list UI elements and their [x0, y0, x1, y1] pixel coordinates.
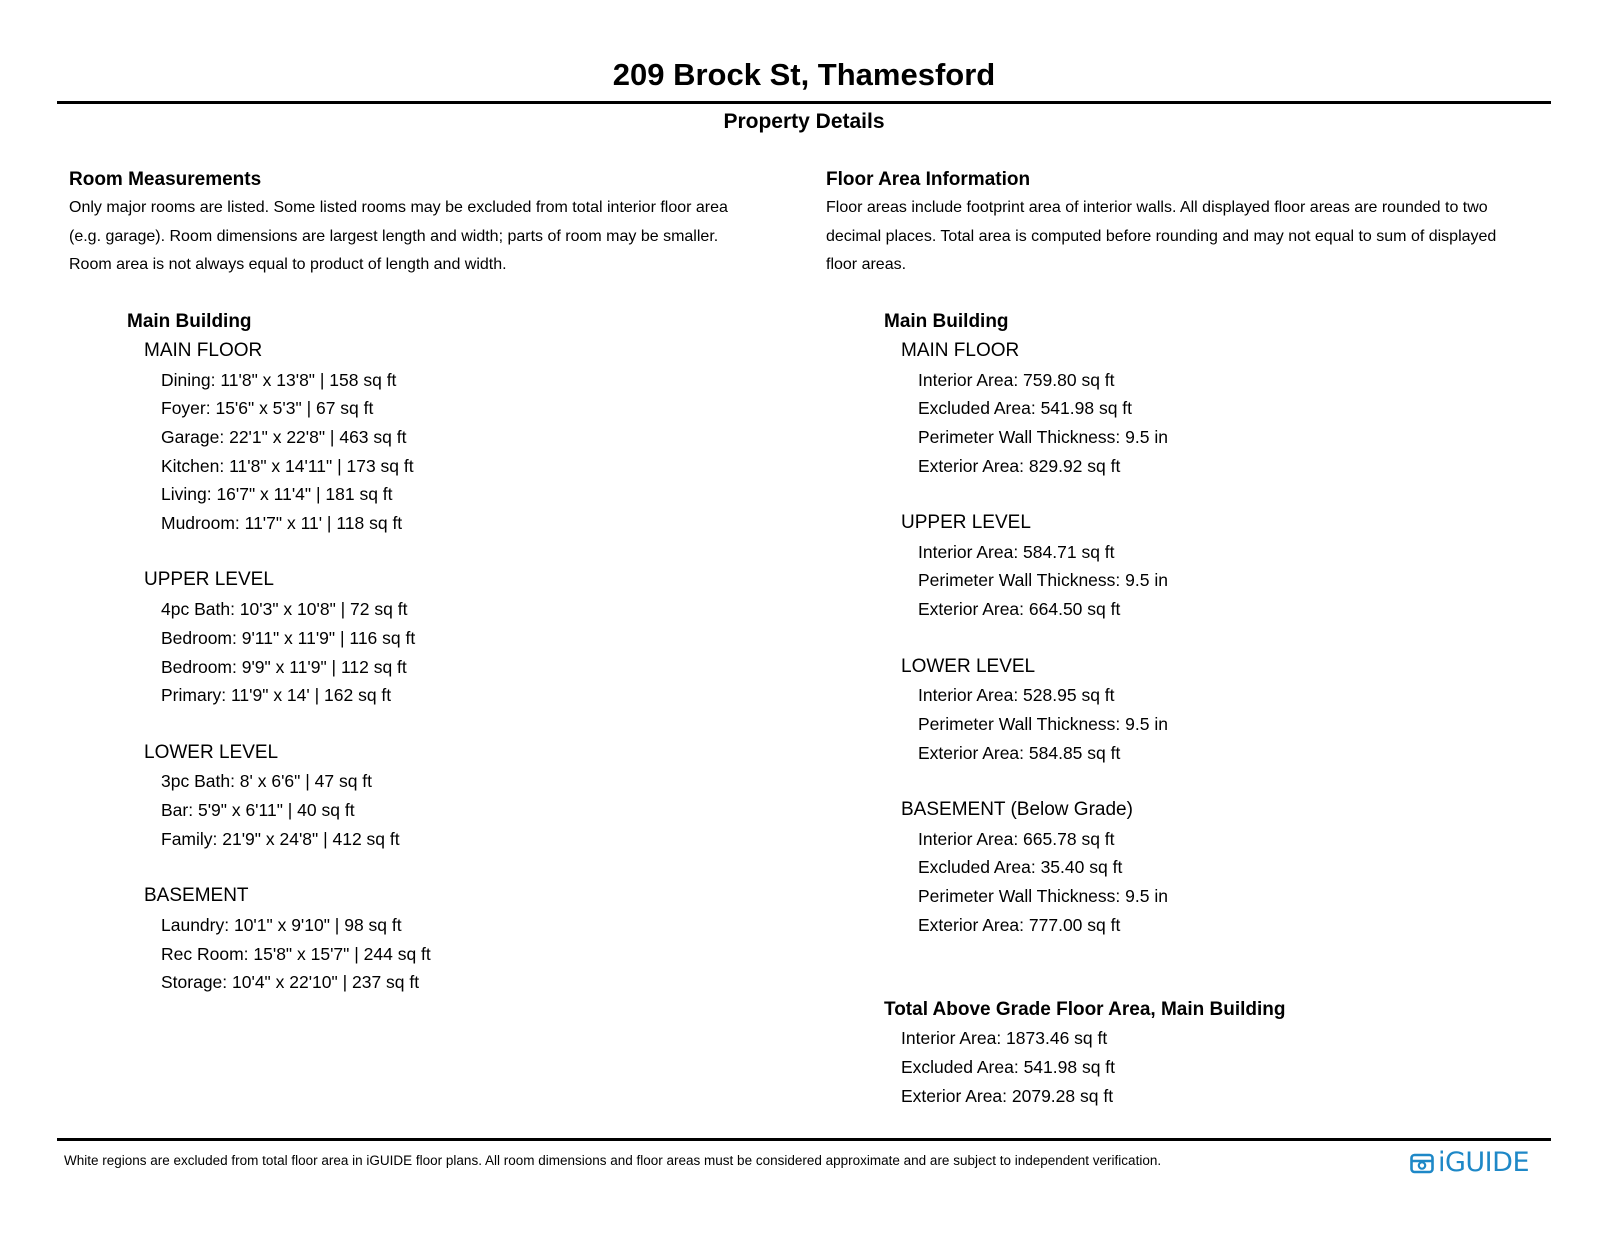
list-item: Excluded Area: 541.98 sq ft — [918, 398, 1133, 419]
description-line: Floor areas include footprint area of interior walls. All displayed floor areas are rounded to two — [826, 199, 1488, 216]
totals-item: Excluded Area: 541.98 sq ft — [901, 1056, 1116, 1077]
description-line: (e.g. garage). Room dimensions are largest length and width; parts of room may be smaller. — [69, 227, 719, 245]
level-name: BASEMENT (Below Grade) — [901, 799, 1133, 821]
level-name: LOWER LEVEL — [901, 655, 1036, 677]
list-item: Perimeter Wall Thickness: 9.5 in — [918, 713, 1168, 734]
room-measurements-heading: Room Measurements — [69, 169, 262, 190]
list-item: Primary: 11'9" x 14' | 162 sq ft — [161, 685, 392, 706]
totals-heading: Total Above Grade Floor Area, Main Building — [884, 998, 1286, 1020]
list-item: Living: 16'7" x 11'4" | 181 sq ft — [161, 484, 393, 505]
level-name: MAIN FLOOR — [901, 339, 1020, 361]
list-item: Exterior Area: 584.85 sq ft — [918, 742, 1121, 763]
level-spacer — [144, 538, 789, 567]
list-item: Perimeter Wall Thickness: 9.5 in — [918, 570, 1168, 591]
list-item: Laundry: 10'1" x 9'10" | 98 sq ft — [161, 914, 402, 935]
room-measurements-section — [69, 166, 789, 997]
list-item: Bedroom: 9'9" x 11'9" | 112 sq ft — [161, 656, 407, 677]
page-title: 209 Brock St, Thamesford — [612, 57, 996, 92]
list-item: Storage: 10'4" x 22'10" | 237 sq ft — [161, 972, 420, 993]
list-item: Excluded Area: 35.40 sq ft — [918, 857, 1123, 878]
list-item: Interior Area: 665.78 sq ft — [918, 828, 1115, 849]
level-name: UPPER LEVEL — [144, 569, 274, 591]
level-spacer — [144, 710, 789, 739]
level-name: UPPER LEVEL — [901, 512, 1031, 534]
list-item: 4pc Bath: 10'3" x 10'8" | 72 sq ft — [161, 599, 408, 620]
room-measurements-building — [69, 308, 789, 997]
list-item: Exterior Area: 777.00 sq ft — [918, 914, 1121, 935]
list-item: Rec Room: 15'8" x 15'7" | 244 sq ft — [161, 943, 431, 964]
list-item: Dining: 11'8" x 13'8" | 158 sq ft — [161, 369, 397, 390]
description-line: floor areas. — [826, 256, 907, 274]
level-spacer — [901, 624, 1556, 653]
building-name: Main Building — [884, 311, 1009, 333]
list-item: Interior Area: 528.95 sq ft — [918, 685, 1115, 706]
floor-level-list — [884, 337, 1556, 940]
list-item: Perimeter Wall Thickness: 9.5 in — [918, 426, 1168, 447]
floor-area-building — [826, 308, 1556, 939]
building-name: Main Building — [127, 311, 252, 333]
list-item: Bar: 5'9" x 6'11" | 40 sq ft — [161, 800, 355, 821]
totals-item: Exterior Area: 2079.28 sq ft — [901, 1085, 1114, 1106]
footer-disclaimer: White regions are excluded from total floor area in iGUIDE floor plans. All room dimensions and floor areas must be considered approximate and are subject to independent verification. — [64, 1153, 1162, 1168]
list-item: Family: 21'9" x 24'8" | 412 sq ft — [161, 828, 400, 849]
list-item: Foyer: 15'6" x 5'3" | 67 sq ft — [161, 398, 374, 419]
list-item: Exterior Area: 664.50 sq ft — [918, 599, 1121, 620]
room-measurements-description — [69, 194, 789, 280]
iguide-logo — [1410, 1146, 1529, 1180]
level-name: BASEMENT — [144, 885, 249, 907]
floor-area-description — [826, 194, 1556, 280]
list-item: Perimeter Wall Thickness: 9.5 in — [918, 886, 1168, 907]
list-item: Exterior Area: 829.92 sq ft — [918, 455, 1121, 476]
list-item: Bedroom: 9'11" x 11'9" | 116 sq ft — [161, 627, 416, 648]
page-subtitle: Property Details — [723, 110, 885, 133]
level-spacer — [144, 853, 789, 882]
level-spacer — [901, 767, 1556, 796]
totals-item: Interior Area: 1873.46 sq ft — [901, 1028, 1108, 1049]
level-name: LOWER LEVEL — [144, 741, 279, 763]
description-line: Room area is not always equal to product of length and width. — [69, 256, 507, 274]
list-item: Interior Area: 584.71 sq ft — [918, 541, 1115, 562]
room-level-list — [127, 337, 789, 997]
total-floor-area — [826, 996, 1556, 1111]
level-name: MAIN FLOOR — [144, 339, 263, 361]
floor-area-heading: Floor Area Information — [826, 169, 1031, 190]
description-line: decimal places. Total area is computed before rounding and may not equal to sum of displayed — [826, 227, 1497, 245]
list-item: Mudroom: 11'7" x 11' | 118 sq ft — [161, 513, 403, 534]
footer-divider — [57, 1138, 1551, 1141]
brand-name: iGUIDE — [1438, 1147, 1529, 1178]
description-line: Only major rooms are listed. Some listed rooms may be excluded from total interior floor area — [69, 199, 728, 216]
list-item: Garage: 22'1" x 22'8" | 463 sq ft — [161, 426, 407, 447]
floor-area-section — [826, 166, 1556, 1110]
totals-list — [884, 1024, 1556, 1110]
level-spacer — [901, 480, 1556, 509]
list-item: 3pc Bath: 8' x 6'6" | 47 sq ft — [161, 771, 373, 792]
list-item: Interior Area: 759.80 sq ft — [918, 369, 1115, 390]
list-item: Kitchen: 11'8" x 14'11" | 173 sq ft — [161, 455, 414, 476]
iguide-logo-icon — [1410, 1151, 1434, 1175]
title-divider — [57, 101, 1551, 104]
